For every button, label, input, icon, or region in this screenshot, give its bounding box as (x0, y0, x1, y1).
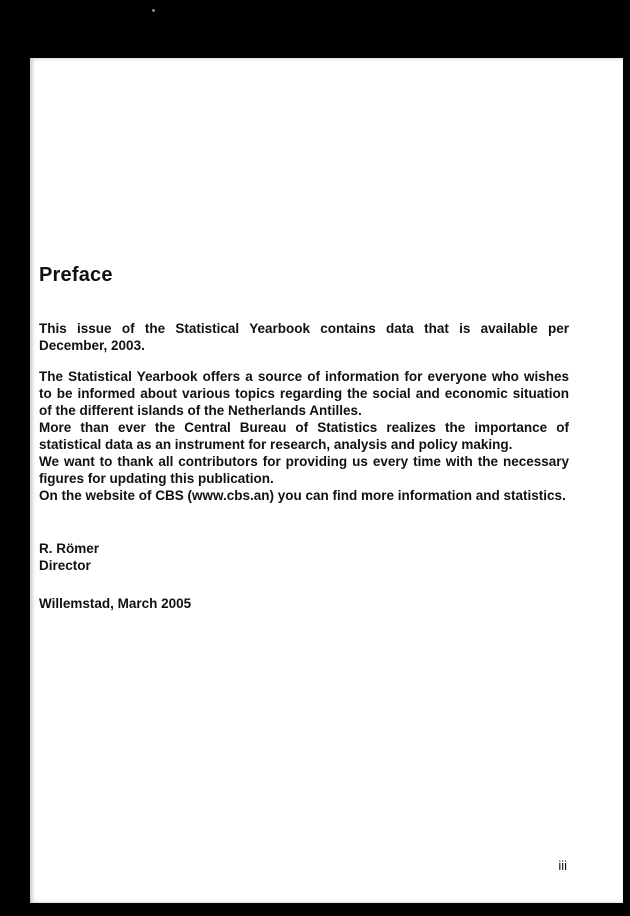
body-paragraph: On the website of CBS (www.cbs.an) you can find more information and statistics. (39, 488, 566, 503)
dateline: Willemstad, March 2005 (39, 596, 192, 611)
signature-block (39, 540, 569, 574)
scan-speck-artifact (152, 9, 155, 12)
intro-paragraph: This issue of the Statistical Yearbook contains data that is available per December, 2003. (39, 321, 569, 353)
body-paragraph: We want to thank all contributors for providing us every time with the necessary figures for updating this publication. (39, 454, 569, 486)
body-paragraph-block (39, 368, 569, 504)
page-title: Preface (39, 264, 113, 286)
signature-title: Director (39, 558, 91, 573)
page-content (39, 58, 569, 873)
body-paragraph: The Statistical Yearbook offers a source of information for everyone who wishes to be informed about various topics regarding the social and economic situation of the different islands of the Netherlands Antilles. (39, 369, 569, 418)
paper-page (30, 58, 623, 903)
page-number: iii (558, 858, 567, 873)
signature-name: R. Römer (39, 541, 100, 556)
body-paragraph: More than ever the Central Bureau of Statistics realizes the importance of statistical data as an instrument for research, analysis and policy making. (39, 420, 569, 452)
